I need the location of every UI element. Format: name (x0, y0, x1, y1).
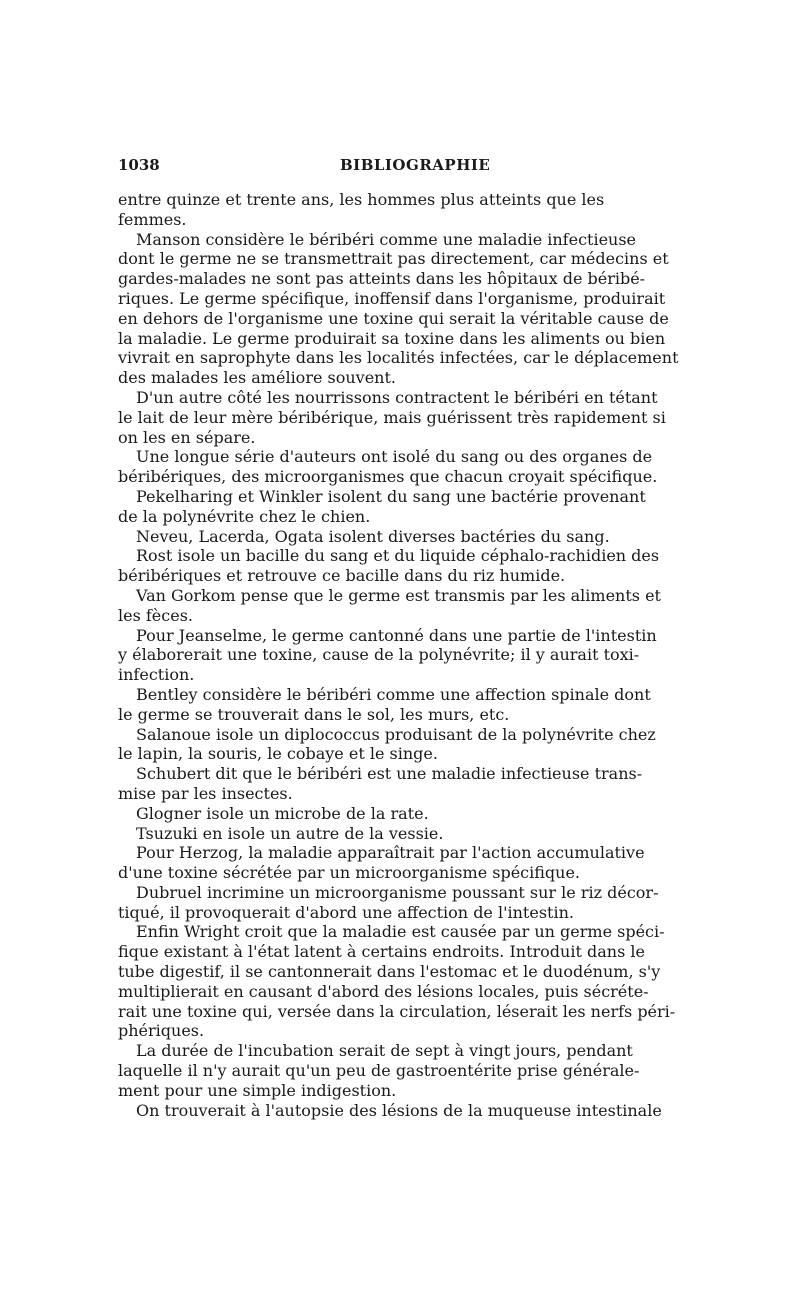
text-line: Neveu, Lacerda, Ogata isolent diverses bactéries du sang. (136, 526, 610, 546)
text-line: en dehors de l'organisme une toxine qui serait la véritable cause de (118, 308, 669, 328)
text-line: tiqué, il provoquerait d'abord une affection de l'intestin. (118, 902, 574, 922)
text-line: Une longue série d'auteurs ont isolé du sang ou des organes de (136, 447, 653, 467)
text-line: Tsuzuki en isole un autre de la vessie. (136, 823, 444, 843)
text-line: laquelle il n'y aurait qu'un peu de gastroentérite prise générale- (118, 1061, 640, 1081)
text-line: Pekelharing et Winkler isolent du sang une bactérie provenant (136, 486, 646, 506)
text-line: de la polynévrite chez le chien. (118, 506, 371, 526)
text-line: la maladie. Le germe produirait sa toxine dans les aliments ou bien (118, 328, 666, 348)
text-line: les fèces. (118, 605, 193, 625)
text-line: Pour Jeanselme, le germe cantonné dans une partie de l'intestin (136, 625, 657, 645)
text-line: mise par les insectes. (118, 783, 293, 803)
text-line: Van Gorkom pense que le germe est transmis par les aliments et (136, 585, 661, 605)
text-line: riques. Le germe spécifique, inoffensif dans l'organisme, produirait (118, 288, 666, 308)
text-line: multiplierait en causant d'abord des lésions locales, puis sécréte- (118, 981, 649, 1001)
text-line: Pour Herzog, la maladie apparaîtrait par l'action accumulative (136, 843, 645, 863)
text-line: Bentley considère le béribéri comme une affection spinale dont (136, 684, 651, 704)
text-line: femmes. (118, 209, 187, 229)
text-line: On trouverait à l'autopsie des lésions de la muqueuse intestinale (136, 1100, 662, 1120)
text-line: gardes-malades ne sont pas atteints dans les hôpitaux de béribé- (118, 269, 646, 289)
text-line: rait une toxine qui, versée dans la circulation, léserait les nerfs péri- (118, 1001, 676, 1021)
text-line: entre quinze et trente ans, les hommes plus atteints que les (118, 190, 605, 209)
text-line: le lait de leur mère béribérique, mais guérissent très rapidement si (118, 407, 666, 427)
text-line: des malades les améliore souvent. (118, 368, 396, 388)
text-line: Dubruel incrimine un microorganisme poussant sur le riz décor- (136, 882, 659, 902)
text-line: Rost isole un bacille du sang et du liquide céphalo-rachidien des (136, 546, 660, 566)
text-line: phériques. (118, 1021, 205, 1041)
text-line: le lapin, la souris, le cobaye et le singe. (118, 744, 438, 764)
text-line: Glogner isole un microbe de la rate. (136, 803, 429, 823)
text-line: béribériques et retrouve ce bacille dans du riz humide. (118, 566, 566, 586)
running-title: BIBLIOGRAPHIE (340, 156, 491, 174)
page-header (118, 156, 682, 178)
text-line: Salanoue isole un diplococcus produisant de la polynévrite chez (136, 724, 656, 744)
text-line: Enfin Wright croit que la maladie est causée par un germe spéci- (136, 922, 665, 942)
text-line: d'une toxine sécrétée par un microorganisme spécifique. (118, 863, 581, 883)
text-line: tube digestif, il se cantonnerait dans l'estomac et le duodénum, s'y (118, 962, 661, 982)
text-line: Schubert dit que le béribéri est une maladie infectieuse trans- (136, 764, 643, 784)
text-line: le germe se trouverait dans le sol, les murs, etc. (118, 704, 510, 724)
body-text (118, 190, 682, 1120)
text-line: infection. (118, 665, 195, 685)
text-line: vivrait en saprophyte dans les localités infectées, car le déplacement (118, 348, 679, 368)
text-line: D'un autre côté les nourrissons contractent le béribéri en tétant (136, 387, 658, 407)
text-line: ment pour une simple indigestion. (118, 1080, 397, 1100)
text-line: fique existant à l'état latent à certains endroits. Introduit dans le (118, 942, 645, 962)
text-line: béribériques, des microorganismes que chacun croyait spécifique. (118, 467, 658, 487)
text-line: La durée de l'incubation serait de sept à vingt jours, pendant (136, 1041, 633, 1061)
text-line: on les en sépare. (118, 427, 256, 447)
text-line: y élaborerait une toxine, cause de la polynévrite; il y aurait toxi- (118, 645, 640, 665)
page-number: 1038 (118, 156, 160, 174)
text-line: dont le germe ne se transmettrait pas directement, car médecins et (118, 249, 669, 269)
text-line: Manson considère le béribéri comme une maladie infectieuse (136, 229, 637, 249)
